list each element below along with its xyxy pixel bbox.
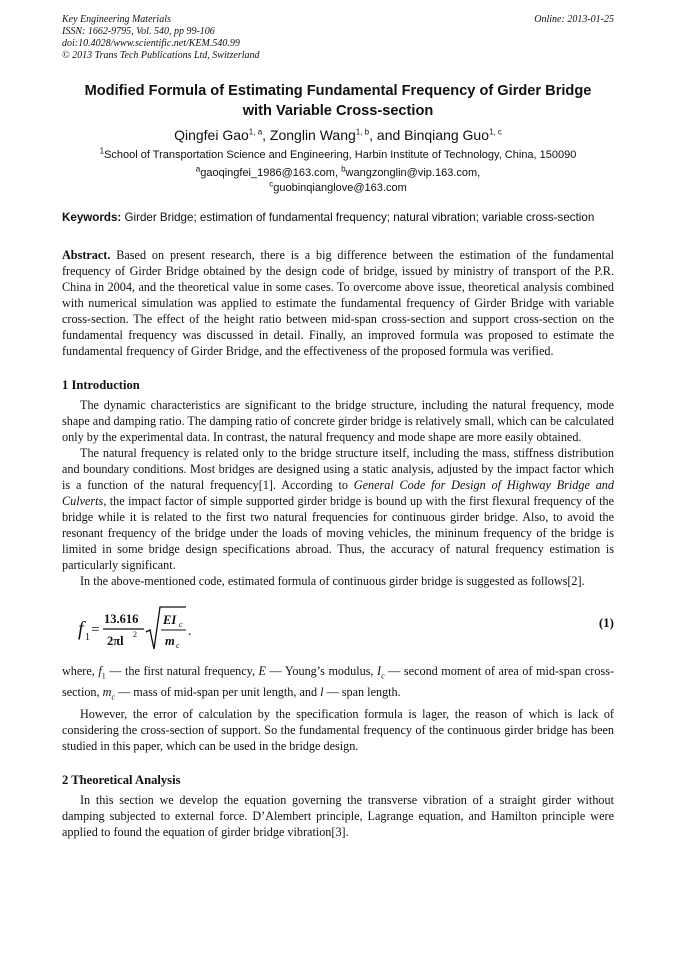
paragraph: However, the error of calculation by the specification formula is lager, the reason of which is lack of considering the cross-section of support. So the fundamental frequency of the continuous girder bridge has been studied in this paper, which can be used in the bridge design.: [62, 706, 614, 753]
author-name: Zonglin Wang: [269, 127, 356, 143]
paper-page: [62, 14, 614, 840]
email-mark: c: [269, 179, 274, 189]
author-affiliation-mark: 1, b: [355, 127, 370, 137]
abstract-label: Abstract.: [62, 248, 111, 262]
eq-lhs-sub: 1: [85, 632, 90, 643]
keywords: [62, 210, 614, 226]
author-separator: ,: [262, 127, 270, 143]
symbol-sub: c: [111, 692, 115, 702]
paragraph: In this section we develop the equation governing the transverse vibration of a straight girder without damping subjected to external force. D’Alembert principle, Lagrange equation, and Hamilton principle were applied to found the equation of girder bridge vibration[3].: [62, 792, 614, 839]
eq-lhs: f: [78, 618, 84, 640]
author-separator: , and: [369, 127, 405, 143]
keywords-label: Keywords:: [62, 211, 122, 224]
paragraph-text: where,: [62, 664, 99, 678]
title-line-1: Modified Formula of Estimating Fundamental Frequency of Girder Bridge: [84, 83, 592, 99]
eq-root-numerator-sub: c: [179, 620, 183, 629]
paragraph: The dynamic characteristics are significant to the bridge structure, including the natural frequency, mode shape and damping ratio. The damping ratio of concrete girder bridge is relatively small, which can be calculated only by the experimental data. In contrast, the natural frequency and mode shape are more easily obtained.: [62, 398, 614, 444]
code-title: General Code for Design of Highway Bridge and Culverts: [62, 478, 614, 508]
email-a[interactable]: gaoqingfei_1986@163.com,: [200, 167, 342, 179]
paragraph-variable-definitions: [62, 663, 614, 706]
eq-period: .: [188, 624, 192, 639]
email-c[interactable]: guobinqianglove@163.com: [273, 182, 407, 194]
frequency-formula: [74, 599, 204, 659]
author-name: Qingfei Gao: [174, 127, 249, 143]
eq-root-denominator-sub: c: [176, 641, 180, 650]
affiliation-mark: 1: [99, 146, 105, 156]
eq-numerator: 13.616: [104, 612, 139, 626]
journal-doi[interactable]: doi:10.4028/www.scientific.net/KEM.540.99: [62, 38, 240, 49]
eq-denominator: 2πl: [107, 634, 124, 648]
affiliation-text: School of Transportation Science and Engineering, Harbin Institute of Technology, China, 150090: [104, 149, 577, 161]
online-date: Online: 2013-01-25: [534, 14, 614, 25]
symbol-sub: 1: [101, 671, 106, 681]
journal-name: Key Engineering Materials: [62, 14, 171, 25]
author-name: Binqiang Guo: [404, 127, 489, 143]
symbol: f: [98, 664, 102, 678]
eq-root-denominator: m: [165, 634, 175, 648]
email-mark: a: [195, 164, 201, 174]
title-line-2: with Variable Cross-section: [242, 103, 434, 119]
email-mark: b: [341, 164, 346, 174]
email-b[interactable]: wangzonglin@vip.163.com,: [345, 167, 481, 179]
abstract: [62, 247, 614, 359]
affiliation: [62, 148, 614, 163]
paragraph-text: , the impact factor of simple supported girder bridge is bound up with the first flexural frequency of the bridge while it is related to the first two natural frequencies for continuous girder bridge. Also, to avoid the resonant frequency of the bridge under the loads of moving vehicles, the mininum frequency of the bridge is limited in some bridge design specifications abroad. Thus, the accuracy of natural frequency estimation is particularly significant.: [62, 494, 614, 572]
paragraph-text: The natural frequency is related only to the bridge structure itself, including the mass, stiffness distribution and boundary conditions. Most bridges are designed using a static analysis, adjusted by the impact factor which is a function of the natural frequency[1]. According to: [62, 446, 614, 492]
journal-header: [62, 14, 614, 64]
paragraph-text: — span length.: [323, 685, 401, 700]
eq-denominator-sup: 2: [133, 630, 137, 639]
email-line-2: [62, 181, 614, 196]
abstract-text: Based on present research, there is a big difference between the estimation of the fundamental frequency of Girder Bridge obtained by the design code of bridge, issued by ministry of transport of the P.R. China in 2004, and the theoretical value in some cases. To overcome above issue, theoretical analysis combined with numerical simulation was applied to estimate the fundamental frequency of Girder Bridge with variable cross-section. The effect of the height ratio between mid-span cross-section and support cross-section on the fundamental frequency was discussed in detail. Finally, an improved formula was proposed to estimate the fundamental frequency of Girder Bridge, and the effectiveness of the proposed formula was verified.: [62, 248, 614, 358]
author-affiliation-mark: 1, a: [248, 127, 263, 137]
paragraph-text: — the first natural frequency,: [105, 664, 259, 678]
journal-info: [62, 14, 614, 62]
email-line-1: [62, 166, 614, 181]
paragraph-text: — second moment of area of mid-span cross-section,: [62, 664, 614, 700]
author-emails: [62, 166, 614, 196]
symbol-sub: c: [381, 671, 385, 681]
author-list: [62, 125, 614, 145]
journal-copyright: © 2013 Trans Tech Publications Ltd, Switzerland: [62, 50, 260, 61]
symbol: m: [102, 685, 112, 700]
section-heading-introduction: 1 Introduction: [62, 378, 140, 392]
symbol: l: [320, 685, 324, 700]
paragraph-text: — Young’s modulus,: [266, 664, 378, 678]
paper-title: [62, 81, 614, 121]
section-heading-theoretical-analysis: 2 Theoretical Analysis: [62, 772, 181, 787]
equation-number: (1): [598, 615, 614, 630]
author-affiliation-mark: 1, c: [489, 127, 502, 137]
keywords-text: Girder Bridge; estimation of fundamental frequency; natural vibration; variable cross-section: [121, 211, 595, 224]
paragraph: [62, 445, 614, 573]
symbol: E: [258, 664, 266, 678]
eq-root-numerator: EI: [163, 613, 177, 627]
equation-1: [62, 593, 614, 663]
journal-issn: ISSN: 1662-9795, Vol. 540, pp 99-106: [62, 26, 215, 37]
eq-equals: =: [91, 622, 100, 638]
paragraph: In the above-mentioned code, estimated formula of continuous girder bridge is suggested as follows[2].: [80, 574, 585, 588]
symbol: I: [377, 664, 382, 678]
paragraph-text: — mass of mid-span per unit length, and: [115, 685, 321, 700]
